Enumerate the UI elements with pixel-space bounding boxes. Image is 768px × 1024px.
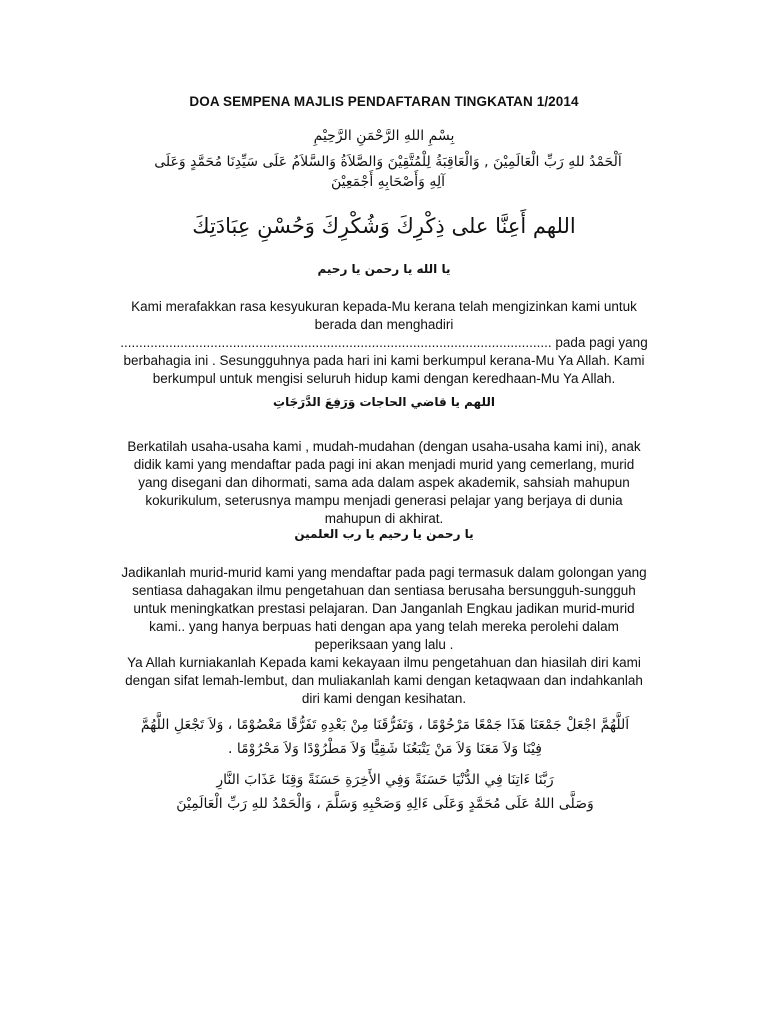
- closing-dua-arabic: اَللَّهُمَّ اجْعَلْ جَمْعَنَا هَذَا جَمْعًا مَرْحُوْمًا ، وَتَفَرُّقَنَا مِنْ بَعْدِهِ تَفَرُّقًا مَعْصُوْمًا ، وَلاَ تَجْعَلِ اللَّهُمَّ فِيْنَا وَلاَ مَعَنَا وَلاَ مَنْ يَتْبَعُنَا شَقِيًّا وَلاَ مَطْرُوْدًا وَلاَ مَحْرُوْمًا .: [140, 717, 630, 757]
- invocation-arabic-1: يا الله يا رحمن يا رحيم: [317, 262, 451, 276]
- invocation-arabic-2: يا رحمن يا رحيم يا رب العلمين: [294, 527, 474, 541]
- final-dua-block: [170, 768, 600, 816]
- paragraph-blessing: Berkatilah usaha-usaha kami , mudah-mudahan (dengan usaha-usaha kami ini), anak didik kami yang mendaftar pada pagi ini akan menjadi murid yang cemerlang, murid yang disegani dan dihormati, sama ada dalam aspek akademik, sahsiah mahupun kokurikulum, seterusnya mampu menjadi generasi pelajar yang berjaya di dunia mahupun di akhirat.: [127, 439, 641, 526]
- rabbana-line-arabic: رَبَّنَا ءَاتِنَا فِي الدُّنْيَا حَسَنَةً وَفِي الأَخِرَةِ حَسَنَةً وَقِنَا عَذَابَ النَّارِ: [216, 772, 554, 788]
- paragraph-students: Jadikanlah murid-murid kami yang mendaftar pada pagi termasuk dalam golongan yang sentiasa dahagakan ilmu pengetahuan dan sentiasa berusaha bersungguh-sungguh untuk meningkatkan prestasi pelajaran. Dan Janganlah Engkau jadikan murid-murid kami.. yang hanya berpuas hati dengan apa yang telah mereka perolehi dalam peperiksaan yang lalu .: [121, 565, 647, 652]
- bismillah-arabic: بِسْمِ اللهِ الرَّحْمَنِ الرَّحِيْمِ: [313, 128, 455, 144]
- paragraph-knowledge: Ya Allah kurniakanlah Kepada kami kekayaan ilmu pengetahuan dan hiasilah diri kami dengan sifat lemah-lembut, dan muliakanlah kami dengan ketaqwaan dan indahkanlah diri kami dengan kesihatan.: [125, 655, 643, 706]
- main-dua-arabic: اللهم أَعِنَّا على ذِكْرِكَ وَشُكْرِكَ وَحُسْنِ عِبَادَتِكَ: [192, 214, 576, 238]
- salawat-line-arabic: وَصَلَّى اللهُ عَلَى مُحَمَّدٍ وَعَلَى ءَالِهِ وَصَحْبِهِ وَسَلَّمَ ، وَالْحَمْدُ للهِ رَبِّ الْعَالَمِيْنَ: [176, 796, 594, 812]
- opening-praise-arabic: اَلْحَمْدُ للهِ رَبِّ الْعَالَمِيْنَ , وَالْعَاقِبَةُ لِلْمُتَّقِيْنَ وَالصَّلاَةُ وَالسَّلاَمُ عَلَى سَيِّدِنَا مُحَمَّدٍ وَعَلَى آلِهِ وَأَصْحَابِهِ أَجْمَعِيْنَ: [154, 154, 622, 190]
- hajat-invocation-arabic: اللهم يا قاضي الحاجات وَرَفِعَ الدَّرَجَاتِ: [273, 395, 495, 409]
- document-title: DOA SEMPENA MAJLIS PENDAFTARAN TINGKATAN 1/2014: [189, 94, 579, 109]
- paragraph-gratitude: Kami merafakkan rasa kesyukuran kepada-Mu kerana telah mengizinkan kami untuk berada dan menghadiri ................................................................................................................... pada pagi yang berbahagia ini . Sesungguhnya pada hari ini kami berkumpul kerana-Mu Ya Allah. Kami berkumpul untuk mengisi seluruh hidup kami dengan keredhaan-Mu Ya Allah.: [120, 299, 648, 386]
